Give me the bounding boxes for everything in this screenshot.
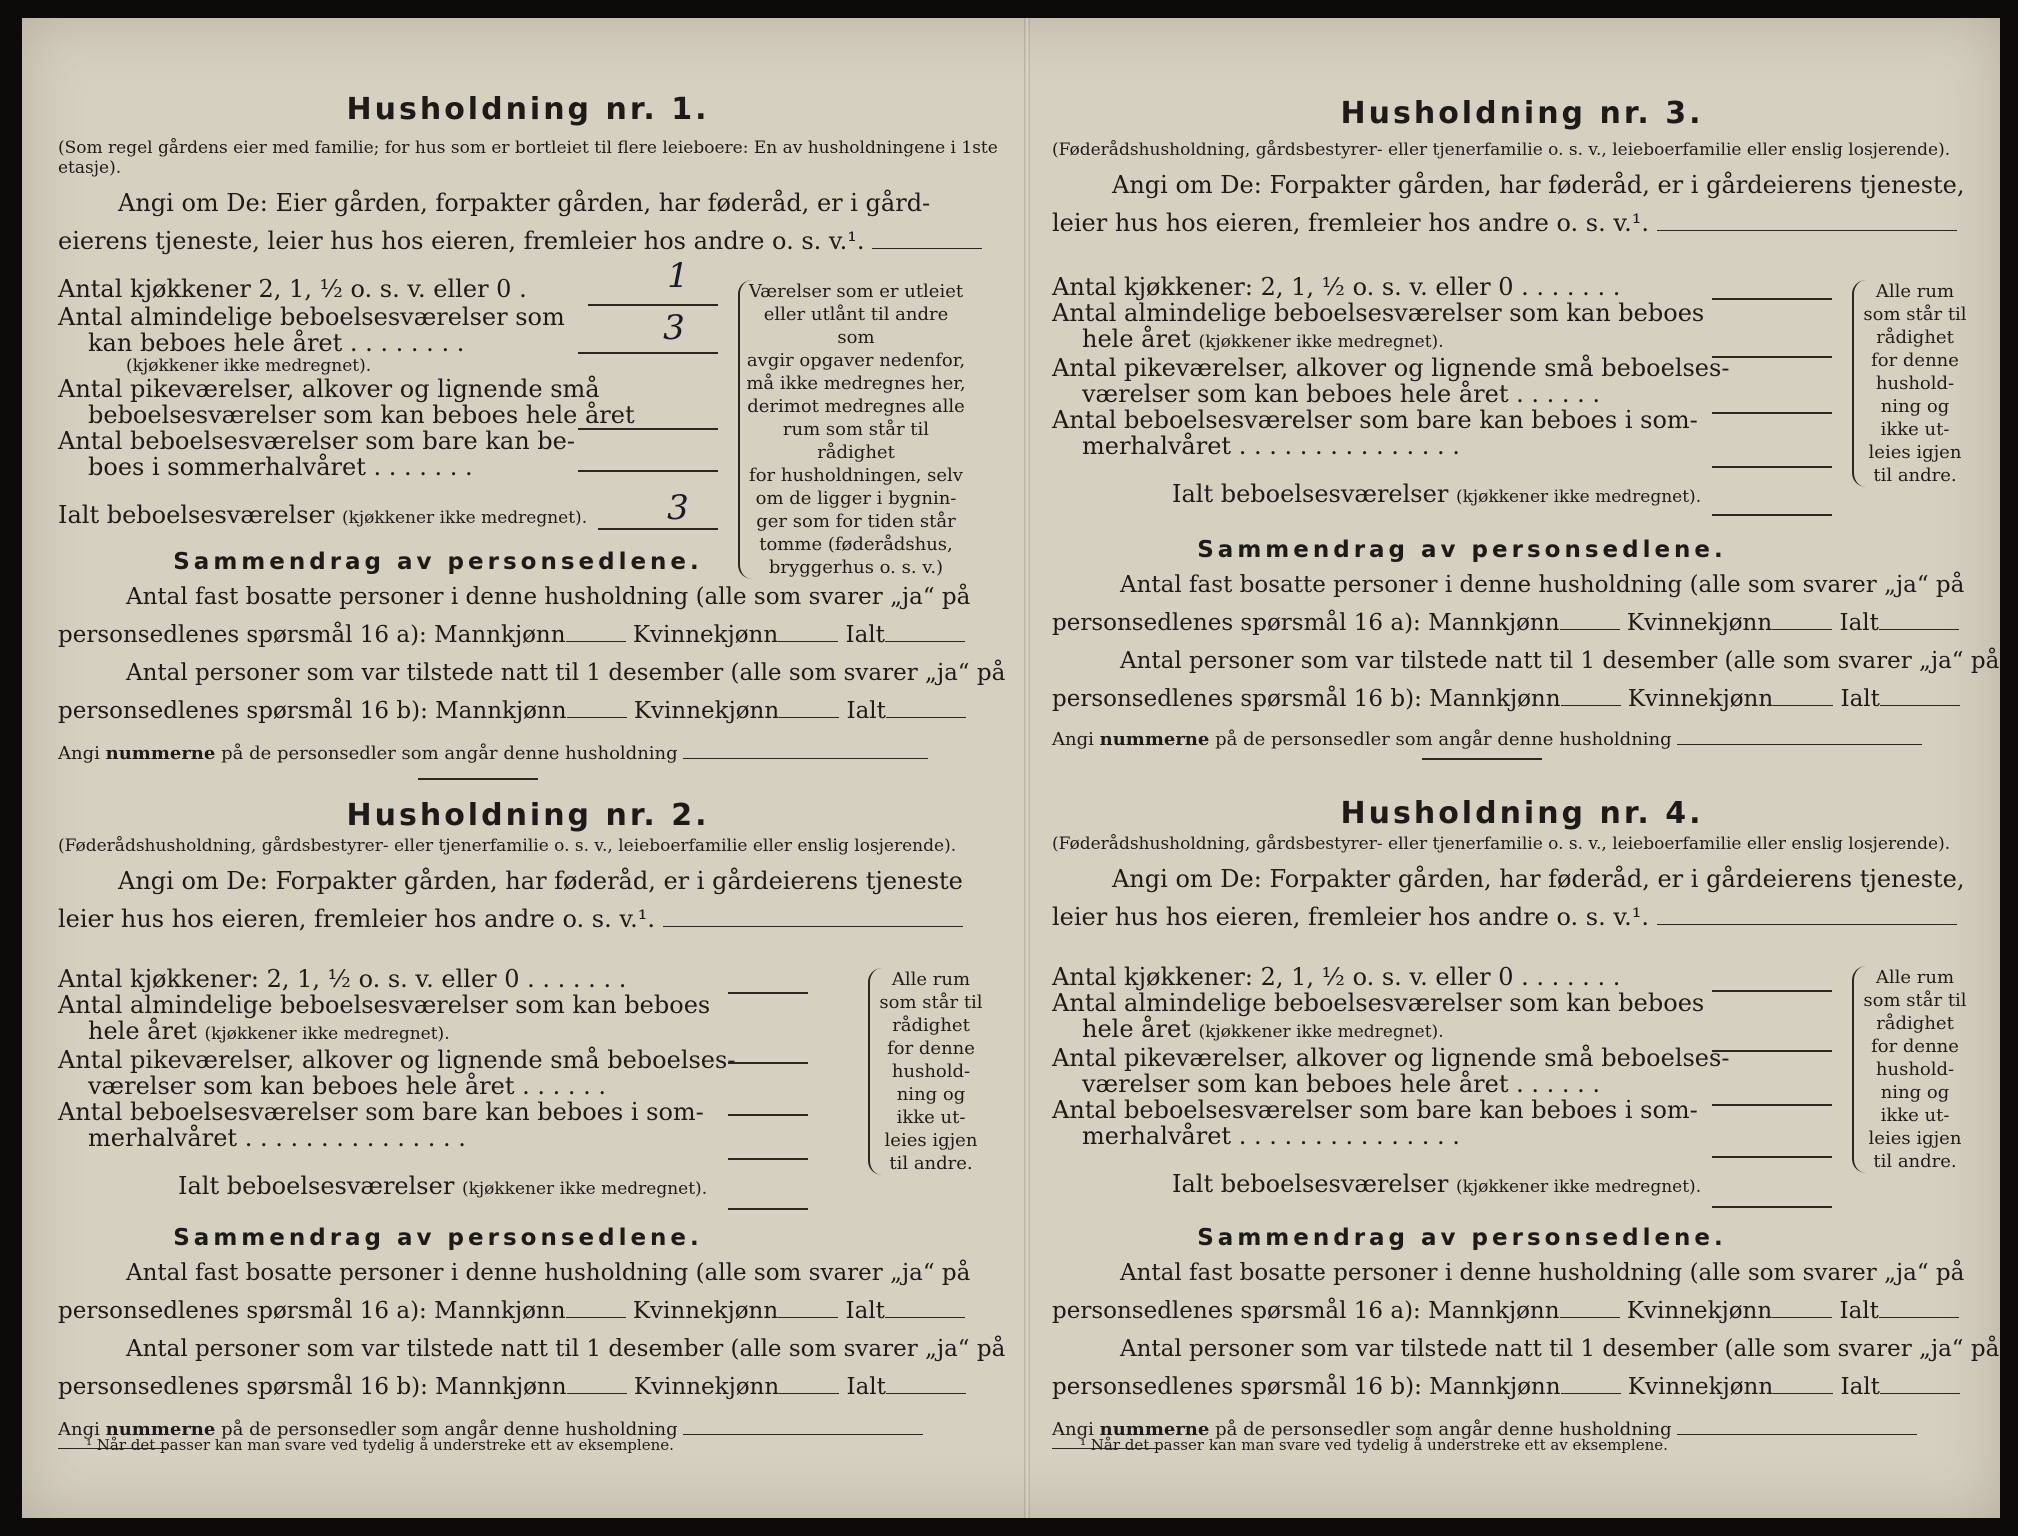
sommer-row-2: merhalvåret . . . . . . . . . . . . . . . <box>1082 432 1460 460</box>
mann-fill[interactable] <box>1561 1369 1621 1394</box>
household-4-rooms <box>1052 963 1730 1200</box>
pike-row-2: værelser som kan beboes hele året . . . . . . <box>1082 380 1601 408</box>
summary-1-fast-line2: personsedlenes spørsmål 16 a): Mannkjønn Kvinnekjønn Ialt <box>58 616 998 654</box>
summary-2-angi: Angi nummerne på de personsedler som angår denne husholdning <box>58 1416 998 1442</box>
summary-3-tilstede-line1: Antal personer som var tilstede natt til 1 desember (alle som svarer „ja“ på <box>1120 648 2000 674</box>
pike-answer-line[interactable] <box>728 1114 808 1116</box>
household-2-angi-line2: leier hus hos eieren, fremleier hos andre o. s. v.¹. <box>58 900 998 938</box>
kjokkener-answer-line[interactable] <box>728 992 808 994</box>
side-line: hushold- <box>1875 373 1955 394</box>
summary-2-fast-line2: personsedlenes spørsmål 16 a): Mannkjønn Kvinnekjønn Ialt <box>58 1292 998 1330</box>
side-line: ning og <box>1880 396 1950 417</box>
side-line: leies igjen <box>1868 1128 1962 1149</box>
side-line: ning og <box>896 1084 966 1105</box>
side-line: rum som står til rådighet <box>782 419 930 463</box>
side-line: ikke ut- <box>1880 419 1950 440</box>
summary-4-tilstede-line1: Antal personer som var tilstede natt til 1 desember (alle som svarer „ja“ på <box>1120 1336 2000 1362</box>
side-line: Alle rum <box>891 969 971 990</box>
pike-row: Antal pikeværelser, alkover og lignende små beboelses- <box>58 1046 736 1074</box>
summary-2-tilstede-line2: personsedlenes spørsmål 16 b): Mannkjønn Kvinnekjønn Ialt <box>58 1368 998 1406</box>
summary-3-title: Sammendrag av personsedlene. <box>1197 537 1727 563</box>
nummerne-fill[interactable] <box>683 1416 923 1435</box>
household-4-title: Husholdning nr. 4. <box>1340 796 1704 831</box>
summary-1-title: Sammendrag av personsedlene. <box>173 549 703 575</box>
mann-fill[interactable] <box>1560 1293 1620 1318</box>
almindelige-row: Antal almindelige beboelsesværelser som kan beboes <box>1052 989 1705 1017</box>
side-line: rådighet <box>1876 327 1954 348</box>
side-line: ikke ut- <box>1880 1105 1950 1126</box>
mann-fill[interactable] <box>1560 605 1620 630</box>
kjokkener-answer-line <box>588 304 718 306</box>
mann-fill[interactable] <box>566 617 626 642</box>
angi-fill[interactable] <box>1657 900 1957 925</box>
side-line: derimot medregnes alle <box>747 396 965 417</box>
kjokkener-answer-line[interactable] <box>1712 990 1832 992</box>
household-1-side-note <box>738 280 966 579</box>
household-1-note: (Som regel gårdens eier med familie; for hus som er bortleiet til flere leieboere: En av husholdningene i 1ste etasje). <box>58 138 998 178</box>
side-line: bryggerhus o. s. v.) <box>768 557 944 578</box>
sommer-row-2: merhalvåret . . . . . . . . . . . . . . . <box>88 1124 466 1152</box>
ialt-row: Ialt beboelsesværelser (kjøkkener ikke medregnet). <box>1172 1170 1702 1198</box>
ialt-fill[interactable] <box>1879 605 1959 630</box>
household-3-rooms <box>1052 273 1730 510</box>
ialt-answer-line <box>598 528 718 530</box>
kvinne-fill[interactable] <box>779 693 839 718</box>
side-line: leies igjen <box>884 1130 978 1151</box>
side-line: ning og <box>1880 1082 1950 1103</box>
kvinne-fill[interactable] <box>779 1369 839 1394</box>
household-3-angi-line1: Angi om De: Forpakter gården, har føderåd, er i gårdeierens tjeneste, <box>1112 171 1965 199</box>
almindelige-row: Antal almindelige beboelsesværelser som <box>58 303 565 331</box>
pike-row: Antal pikeværelser, alkover og lignende små beboelses- <box>1052 1044 1730 1072</box>
sommer-row: Antal beboelsesværelser som bare kan beboes i som- <box>1052 406 1698 434</box>
ialt-fill[interactable] <box>886 693 966 718</box>
ialt-fill[interactable] <box>1879 1293 1959 1318</box>
ialt-fill[interactable] <box>1880 681 1960 706</box>
sommer-answer-line[interactable] <box>728 1158 808 1160</box>
side-line: som står til <box>1863 990 1967 1011</box>
summary-3-fast-line1: Antal fast bosatte personer i denne husholdning (alle som svarer „ja“ på <box>1120 572 1965 598</box>
side-line: til andre. <box>1873 465 1957 486</box>
household-4-angi-line1: Angi om De: Forpakter gården, har føderåd, er i gårdeierens tjeneste, <box>1112 865 1965 893</box>
household-2-angi-line1: Angi om De: Forpakter gården, har føderåd, er i gårdeierens tjeneste <box>118 867 963 895</box>
angi-fill[interactable] <box>663 902 963 927</box>
census-form-sheet <box>22 18 2000 1518</box>
summary-2-title: Sammendrag av personsedlene. <box>173 1225 703 1251</box>
kjokkener-row: Antal kjøkkener: 2, 1, ½ o. s. v. eller 0 . . . . . . . <box>1052 273 1621 301</box>
alm-answer-line[interactable] <box>1712 356 1832 358</box>
household-2-side-note <box>868 968 986 1175</box>
summary-1 <box>58 546 1006 766</box>
kvinne-fill[interactable] <box>1772 1293 1832 1318</box>
almindelige-row-2: hele året (kjøkkener ikke medregnet). <box>88 1017 450 1045</box>
side-line: ger som for tiden står <box>756 511 956 532</box>
side-line: for husholdningen, selv <box>749 465 963 486</box>
kvinne-fill[interactable] <box>778 617 838 642</box>
summary-2-tilstede-line1: Antal personer som var tilstede natt til 1 desember (alle som svarer „ja“ på <box>126 1336 1006 1362</box>
household-2 <box>58 796 998 1200</box>
household-4-note: (Føderådshusholdning, gårdsbestyrer- eller tjenerfamilie o. s. v., leieboerfamilie eller enslig losjerende). <box>1052 834 1951 854</box>
summary-2 <box>58 1222 1006 1455</box>
ialt-fill[interactable] <box>886 1369 966 1394</box>
angi-fill[interactable] <box>1657 206 1957 231</box>
side-line: for denne <box>887 1038 975 1059</box>
kvinne-fill[interactable] <box>1772 605 1832 630</box>
kjokkener-answer-line[interactable] <box>1712 298 1832 300</box>
sommer-answer-line[interactable] <box>1712 466 1832 468</box>
sommer-row: Antal beboelsesværelser som bare kan beboes i som- <box>1052 1096 1698 1124</box>
kvinne-fill[interactable] <box>778 1293 838 1318</box>
summary-1-angi: Angi nummerne på de personsedler som angår denne husholdning <box>58 740 998 766</box>
page-fold <box>1024 18 1030 1518</box>
household-1-angi-line1: Angi om De: Eier gården, forpakter gården, har føderåd, er i gård- <box>118 189 931 217</box>
sommer-answer-line <box>578 470 718 472</box>
household-4 <box>1052 794 1992 1198</box>
nummerne-fill[interactable] <box>1677 726 1922 745</box>
nummerne-fill[interactable] <box>683 740 928 759</box>
ialt-row: Ialt beboelsesværelser (kjøkkener ikke medregnet). <box>1172 480 1702 508</box>
almindelige-row-2: hele året (kjøkkener ikke medregnet). <box>1082 325 1444 353</box>
kjokkener-row: Antal kjøkkener: 2, 1, ½ o. s. v. eller 0 . . . . . . . <box>1052 963 1621 991</box>
alm-answer-line[interactable] <box>1712 1050 1832 1052</box>
side-line: om de ligger i bygnin- <box>755 488 957 509</box>
kjokkener-row: Antal kjøkkener: 2, 1, ½ o. s. v. eller 0 . . . . . . . <box>58 965 627 993</box>
side-line: hushold- <box>891 1061 971 1082</box>
summary-3 <box>1052 534 2000 752</box>
almindelige-note: (kjøkkener ikke medregnet). <box>126 356 372 376</box>
pike-row-2: værelser som kan beboes hele året . . . . . . <box>88 1072 607 1100</box>
summary-1-tilstede-line1: Antal personer som var tilstede natt til 1 desember (alle som svarer „ja“ på <box>126 660 1006 686</box>
ialt-answer[interactable]: 3 <box>667 488 689 528</box>
left-page <box>58 18 1006 1518</box>
side-line: leies igjen <box>1868 442 1962 463</box>
household-4-side-note <box>1852 966 1970 1173</box>
summary-3-fast-line2: personsedlenes spørsmål 16 a): Mannkjønn Kvinnekjønn Ialt <box>1052 604 1992 642</box>
household-3 <box>1052 94 1992 508</box>
summary-4-fast-line1: Antal fast bosatte personer i denne husholdning (alle som svarer „ja“ på <box>1120 1260 1965 1286</box>
side-line: til andre. <box>1873 1151 1957 1172</box>
household-3-note: (Føderådshusholdning, gårdsbestyrer- eller tjenerfamilie o. s. v., leieboerfamilie eller enslig losjerende). <box>1052 140 1951 160</box>
side-line: tomme (føderådshus, <box>759 534 953 555</box>
divider <box>418 778 538 780</box>
pike-answer-line[interactable] <box>1712 1104 1832 1106</box>
ialt-fill[interactable] <box>1880 1369 1960 1394</box>
household-1-title: Husholdning nr. 1. <box>346 92 710 127</box>
sommer-row-2: merhalvåret . . . . . . . . . . . . . . . <box>1082 1122 1460 1150</box>
summary-4-fast-line2: personsedlenes spørsmål 16 a): Mannkjønn Kvinnekjønn Ialt <box>1052 1292 1992 1330</box>
almindelige-row: Antal almindelige beboelsesværelser som kan beboes <box>58 991 711 1019</box>
sommer-row: Antal beboelsesværelser som bare kan be- <box>58 427 575 455</box>
side-line: Alle rum <box>1875 967 1955 988</box>
ialt-fill[interactable] <box>885 617 965 642</box>
household-1-angi-line2: eierens tjeneste, leier hus hos eieren, fremleier hos andre o. s. v.¹. <box>58 222 998 260</box>
summary-3-tilstede-line2: personsedlenes spørsmål 16 b): Mannkjønn Kvinnekjønn Ialt <box>1052 680 1992 718</box>
summary-4 <box>1052 1222 2000 1455</box>
ialt-fill[interactable] <box>885 1293 965 1318</box>
pike-row-2: beboelsesværelser som kan beboes hele året <box>88 401 635 429</box>
side-line: eller utlånt til andre som <box>763 304 949 348</box>
summary-4-angi: Angi nummerne på de personsedler som angår denne husholdning <box>1052 1416 1992 1442</box>
kjokkener-answer[interactable]: 1 <box>667 256 689 296</box>
ialt-row: Ialt beboelsesværelser (kjøkkener ikke medregnet). <box>178 1172 708 1200</box>
ialt-answer-line[interactable] <box>728 1208 808 1210</box>
sommer-row: Antal beboelsesværelser som bare kan beboes i som- <box>58 1098 704 1126</box>
household-2-note: (Føderådshusholdning, gårdsbestyrer- eller tjenerfamilie o. s. v., leieboerfamilie eller enslig losjerende). <box>58 836 957 856</box>
angi-fill[interactable] <box>872 224 982 249</box>
summary-1-fast-line1: Antal fast bosatte personer i denne husholdning (alle som svarer „ja“ på <box>126 584 971 610</box>
side-line: til andre. <box>889 1153 973 1174</box>
summary-2-fast-line1: Antal fast bosatte personer i denne husholdning (alle som svarer „ja“ på <box>126 1260 971 1286</box>
household-4-angi-line2: leier hus hos eieren, fremleier hos andre o. s. v.¹. <box>1052 898 1992 936</box>
side-line: må ikke medregnes her, <box>746 373 966 394</box>
side-line: rådighet <box>892 1015 970 1036</box>
side-line: rådighet <box>1876 1013 1954 1034</box>
side-line: for denne <box>1871 1036 1959 1057</box>
almindelige-row: Antal almindelige beboelsesværelser som kan beboes <box>1052 299 1705 327</box>
sommer-answer-line[interactable] <box>1712 1156 1832 1158</box>
mann-fill[interactable] <box>567 1369 627 1394</box>
footnote-right: ¹ Når det passer kan man svare ved tydelig å understreke ett av eksemplene. <box>1080 1436 1668 1454</box>
side-line: ikke ut- <box>896 1107 966 1128</box>
ialt-answer-line[interactable] <box>1712 514 1832 516</box>
sommer-row-2: boes i sommerhalvåret . . . . . . . <box>88 453 473 481</box>
pike-row: Antal pikeværelser, alkover og lignende små <box>58 375 600 403</box>
alm-answer-line <box>578 352 718 354</box>
household-3-title: Husholdning nr. 3. <box>1340 96 1704 131</box>
mann-fill[interactable] <box>567 693 627 718</box>
nummerne-fill[interactable] <box>1677 1416 1917 1435</box>
almindelige-row-2: hele året (kjøkkener ikke medregnet). <box>1082 1015 1444 1043</box>
ialt-row: Ialt beboelsesværelser (kjøkkener ikke medregnet). <box>58 501 588 529</box>
side-line: Værelser som er utleiet <box>748 281 964 302</box>
almindelige-row-2: kan beboes hele året . . . . . . . . <box>88 329 465 357</box>
summary-4-tilstede-line2: personsedlenes spørsmål 16 b): Mannkjønn Kvinnekjønn Ialt <box>1052 1368 1992 1406</box>
summary-1-tilstede-line2: personsedlenes spørsmål 16 b): Mannkjønn Kvinnekjønn Ialt <box>58 692 998 730</box>
pike-row: Antal pikeværelser, alkover og lignende små beboelses- <box>1052 354 1730 382</box>
pike-answer-line[interactable] <box>1712 412 1832 414</box>
footnote-left: ¹ Når det passer kan man svare ved tydelig å understreke ett av eksemplene. <box>86 1436 674 1454</box>
kvinne-fill[interactable] <box>1773 681 1833 706</box>
side-line: hushold- <box>1875 1059 1955 1080</box>
side-line: som står til <box>879 992 983 1013</box>
almindelige-answer[interactable]: 3 <box>663 308 685 348</box>
right-page <box>1052 18 2000 1518</box>
ialt-answer-line[interactable] <box>1712 1206 1832 1208</box>
pike-row-2: værelser som kan beboes hele året . . . . . . <box>1082 1070 1601 1098</box>
side-line: for denne <box>1871 350 1959 371</box>
divider <box>1422 758 1542 760</box>
mann-fill[interactable] <box>566 1293 626 1318</box>
household-3-side-note <box>1852 280 1970 487</box>
alm-answer-line[interactable] <box>728 1062 808 1064</box>
side-line: avgir opgaver nedenfor, <box>746 350 966 371</box>
household-2-rooms <box>58 965 736 1202</box>
household-2-title: Husholdning nr. 2. <box>346 798 710 833</box>
kjokkener-row: Antal kjøkkener 2, 1, ½ o. s. v. eller 0 . <box>58 275 527 303</box>
pike-answer-line <box>578 428 718 430</box>
household-3-angi-line2: leier hus hos eieren, fremleier hos andre o. s. v.¹. <box>1052 204 1992 242</box>
kvinne-fill[interactable] <box>1773 1369 1833 1394</box>
side-line: Alle rum <box>1875 281 1955 302</box>
side-line: som står til <box>1863 304 1967 325</box>
mann-fill[interactable] <box>1561 681 1621 706</box>
summary-4-title: Sammendrag av personsedlene. <box>1197 1225 1727 1251</box>
summary-3-angi: Angi nummerne på de personsedler som angår denne husholdning <box>1052 726 1992 752</box>
